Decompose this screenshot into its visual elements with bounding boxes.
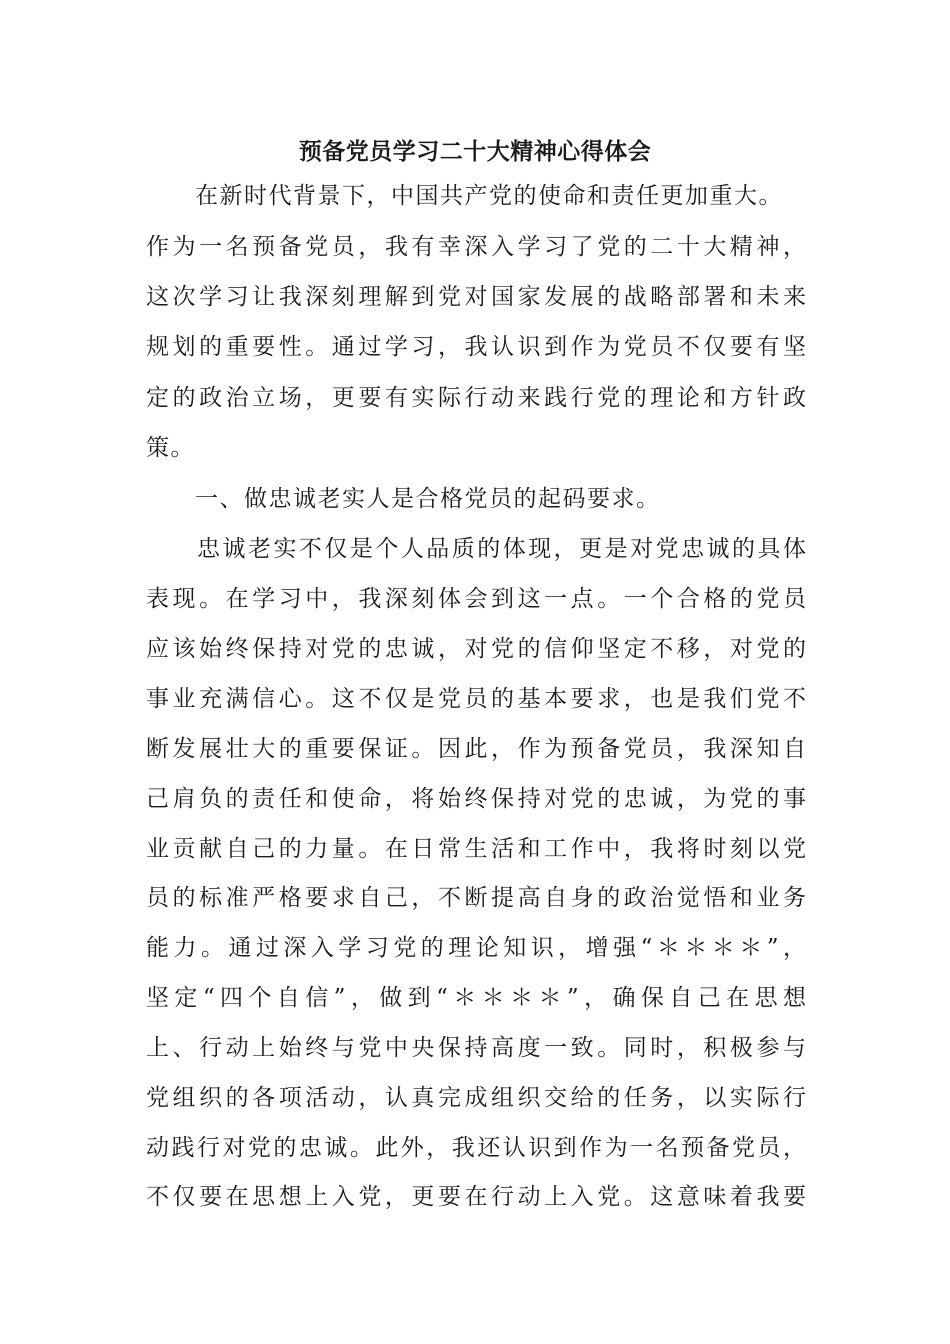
text-line: 在新时代背景下，中国共产党的使命和责任更加重大。 — [146, 183, 783, 209]
text-line: 应该始终保持对党的忠诚，对党的信仰坚定不移，对党的 — [146, 636, 806, 662]
text-line: 动践行对党的忠诚。此外，我还认识到作为一名预备党员， — [146, 1135, 806, 1161]
text-line: 党组织的各项活动，认真完成组织交给的任务，以实际行 — [146, 1085, 806, 1111]
text-line: 定的政治立场，更要有实际行动来践行党的理论和方针政 — [146, 385, 806, 411]
section-heading: 一、做忠诚老实人是合格党员的起码要求。 — [146, 486, 661, 512]
text-line: 员的标准严格要求自己，不断提高自身的政治觉悟和业务 — [146, 885, 806, 911]
text-line: 表现。在学习中，我深刻体会到这一点。一个合格的党员 — [146, 586, 806, 612]
text-line: 策。 — [146, 435, 195, 461]
text-line: 不仅要在思想上入党，更要在行动上入党。这意味着我要 — [146, 1184, 806, 1210]
text-line: 忠诚老实不仅是个人品质的体现，更是对党忠诚的具体 — [146, 536, 806, 562]
text-line: 这次学习让我深刻理解到党对国家发展的战略部署和未来 — [146, 284, 806, 310]
text-line: 能力。通过深入学习党的理论知识，增强“＊＊＊＊”， — [146, 935, 806, 961]
text-line: 规划的重要性。通过学习，我认识到作为党员不仅要有坚 — [146, 334, 806, 360]
text-line: 业贡献自己的力量。在日常生活和工作中，我将时刻以党 — [146, 836, 806, 862]
document-title: 预备党员学习二十大精神心得体会 — [298, 138, 652, 165]
text-line: 上、行动上始终与党中央保持高度一致。同时，积极参与 — [146, 1035, 806, 1061]
text-line: 作为一名预备党员，我有幸深入学习了党的二十大精神， — [146, 234, 806, 260]
text-line: 断发展壮大的重要保证。因此，作为预备党员，我深知自 — [146, 736, 806, 762]
text-line: 己肩负的责任和使命，将始终保持对党的忠诚，为党的事 — [146, 786, 806, 812]
text-line: 事业充满信心。这不仅是党员的基本要求，也是我们党不 — [146, 686, 806, 712]
text-line: 坚定“四个自信”，做到“＊＊＊＊”，确保自己在思想 — [146, 985, 806, 1011]
